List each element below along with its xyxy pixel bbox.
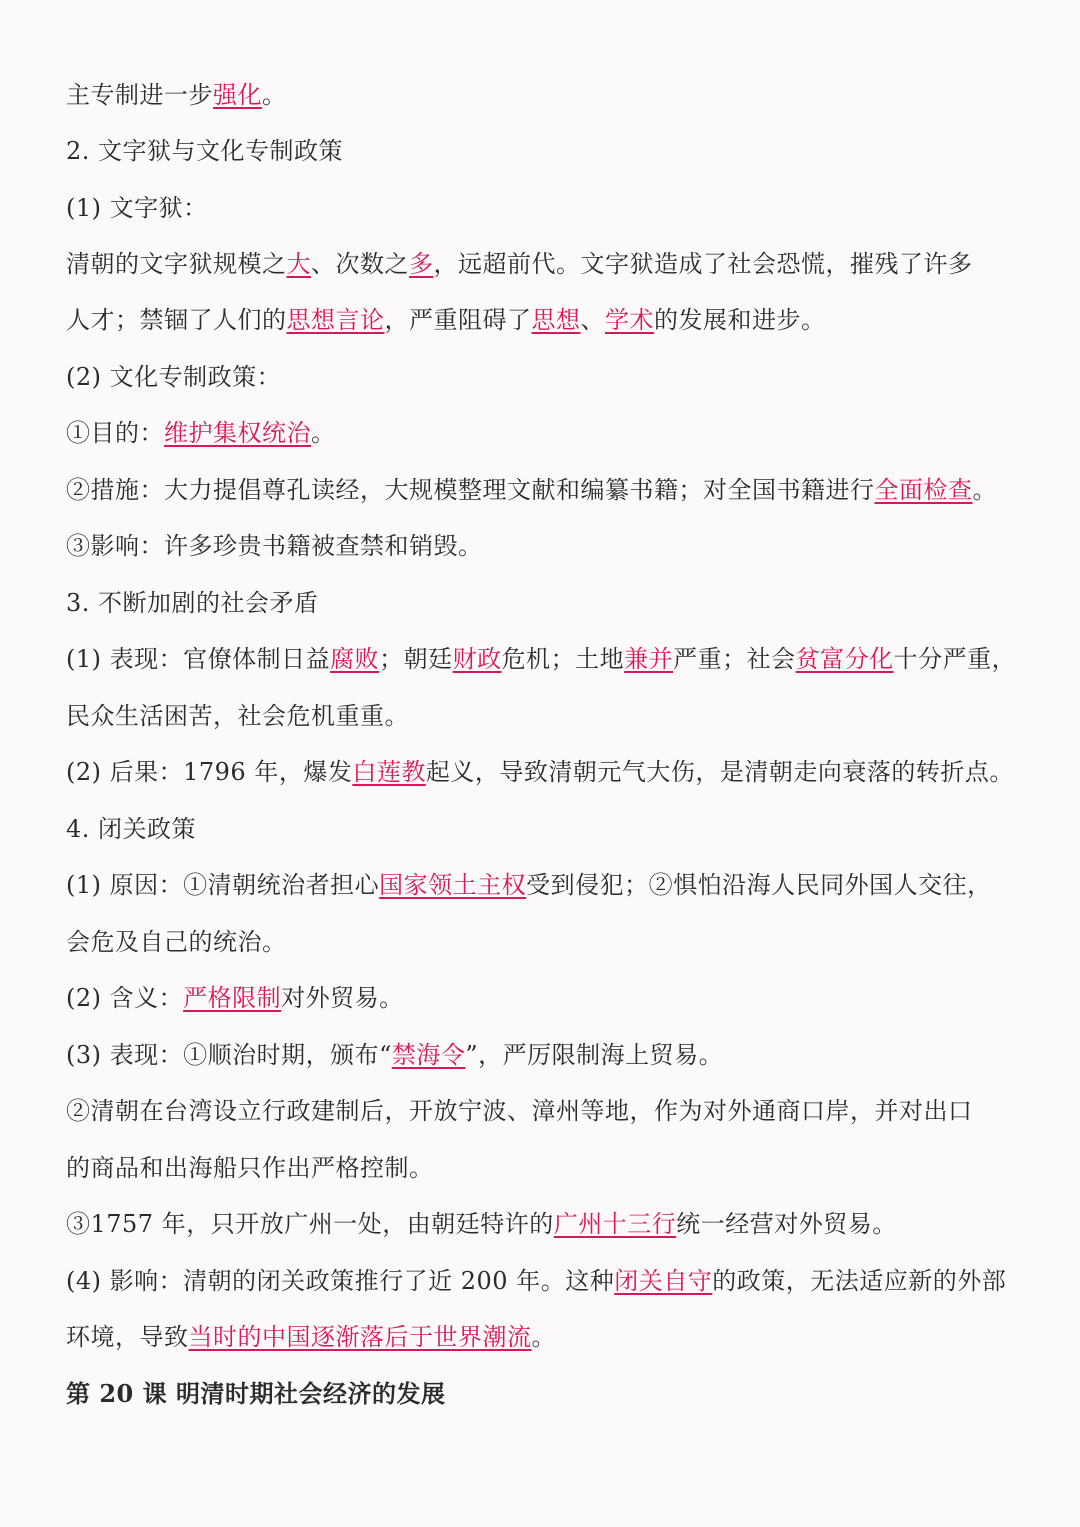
text-segment: 十分严重，: [893, 645, 1017, 673]
text-segment: (2) 后果：1796 年，爆发: [66, 758, 353, 786]
text-segment: 、: [580, 306, 605, 334]
highlighted-keyword: 闭关自守: [614, 1267, 713, 1295]
highlighted-keyword: 国家领土主权: [379, 871, 527, 899]
section-heading: [66, 1377, 1020, 1411]
highlighted-keyword: 思想言论: [286, 306, 385, 334]
text-segment: 。: [262, 81, 287, 109]
text-segment: (2) 含义：: [66, 984, 184, 1012]
text-line: [66, 134, 1020, 168]
text-line: [66, 1094, 1020, 1128]
highlighted-keyword: 禁海令: [391, 1041, 466, 1069]
text-segment: 环境，导致: [66, 1323, 189, 1351]
text-segment: ，远超前代。文字狱造成了社会恐慌，摧残了许多: [433, 250, 973, 278]
highlighted-keyword: 大: [286, 250, 311, 278]
text-segment: 会危及自己的统治。: [66, 928, 287, 956]
highlighted-keyword: 多: [409, 250, 434, 278]
highlighted-keyword: 白莲教: [352, 758, 426, 786]
text-segment: 统一经营对外贸易。: [676, 1210, 897, 1238]
text-line: [66, 303, 1020, 337]
text-segment: 第 20 课 明清时期社会经济的发展: [66, 1379, 446, 1408]
text-segment: ②清朝在台湾设立行政建制后，开放宁波、漳州等地，作为对外通商口岸，并对出口: [66, 1097, 973, 1125]
text-segment: ，严重阻碍了: [384, 306, 532, 334]
text-line: [66, 699, 1020, 733]
text-segment: 清朝的文字狱规模之: [66, 250, 287, 278]
text-segment: ”，严厉限制海上贸易。: [465, 1041, 724, 1069]
text-line: [66, 1207, 1020, 1241]
text-segment: 。: [531, 1323, 556, 1351]
text-segment: 的政策，无法适应新的外部: [712, 1267, 1007, 1295]
text-line: [66, 812, 1020, 846]
text-segment: 严重；社会: [673, 645, 796, 673]
highlighted-keyword: 广州十三行: [553, 1210, 677, 1238]
text-segment: ③影响：许多珍贵书籍被查禁和销毁。: [66, 532, 483, 560]
text-segment: ；朝廷: [379, 645, 453, 673]
highlighted-keyword: 学术: [605, 306, 654, 334]
text-line: [66, 360, 1020, 394]
text-segment: 4. 闭关政策: [66, 815, 197, 843]
text-segment: 3. 不断加剧的社会矛盾: [66, 589, 319, 617]
highlighted-keyword: 强化: [213, 81, 262, 109]
text-segment: 主专制进一步: [66, 81, 213, 109]
text-line: [66, 473, 1020, 507]
text-segment: 人才；禁锢了人们的: [66, 306, 287, 334]
text-line: [66, 925, 1020, 959]
text-segment: (1) 表现：官僚体制日益: [66, 645, 331, 673]
text-segment: (1) 文字狱：: [66, 194, 208, 222]
text-segment: (3) 表现：①顺治时期，颁布“: [66, 1041, 392, 1069]
text-line: [66, 78, 1020, 112]
text-line: [66, 529, 1020, 563]
highlighted-keyword: 全面检查: [874, 476, 973, 504]
text-line: [66, 642, 1020, 676]
text-line: [66, 755, 1020, 789]
highlighted-keyword: 维护集权统治: [164, 419, 311, 447]
text-segment: 对外贸易。: [281, 984, 404, 1012]
highlighted-keyword: 兼并: [624, 645, 674, 673]
text-line: [66, 247, 1020, 281]
highlighted-keyword: 腐败: [330, 645, 380, 673]
text-line: [66, 1151, 1020, 1185]
text-segment: 。: [311, 419, 336, 447]
text-line: [66, 416, 1020, 450]
text-segment: 、次数之: [311, 250, 409, 278]
text-segment: (4) 影响：清朝的闭关政策推行了近 200 年。这种: [66, 1267, 615, 1295]
text-segment: ③1757 年，只开放广州一处，由朝廷特许的: [66, 1210, 554, 1238]
text-line: [66, 1264, 1020, 1298]
text-segment: 受到侵犯；②惧怕沿海人民同外国人交往，: [526, 871, 992, 899]
text-segment: ②措施：大力提倡尊孔读经，大规模整理文献和编纂书籍；对全国书籍进行: [66, 476, 875, 504]
text-line: [66, 1320, 1020, 1354]
text-line: [66, 586, 1020, 620]
text-segment: 起义，导致清朝元气大伤，是清朝走向衰落的转折点。: [425, 758, 1014, 786]
highlighted-keyword: 贫富分化: [795, 645, 894, 673]
text-line: [66, 1038, 1020, 1072]
text-segment: ①目的：: [66, 419, 164, 447]
text-line: [66, 981, 1020, 1015]
text-segment: 。: [972, 476, 997, 504]
text-segment: 2. 文字狱与文化专制政策: [66, 137, 344, 165]
text-line: [66, 191, 1020, 225]
text-segment: (1) 原因：①清朝统治者担心: [66, 871, 380, 899]
text-segment: 民众生活困苦，社会危机重重。: [66, 702, 409, 730]
text-line: [66, 868, 1020, 902]
highlighted-keyword: 当时的中国逐渐落后于世界潮流: [188, 1323, 532, 1351]
text-segment: 危机；土地: [501, 645, 625, 673]
highlighted-keyword: 严格限制: [183, 984, 282, 1012]
text-segment: 的发展和进步。: [654, 306, 826, 334]
highlighted-keyword: 财政: [452, 645, 502, 673]
text-segment: 的商品和出海船只作出严格控制。: [66, 1154, 434, 1182]
highlighted-keyword: 思想: [531, 306, 581, 334]
text-segment: (2) 文化专制政策：: [66, 363, 282, 391]
